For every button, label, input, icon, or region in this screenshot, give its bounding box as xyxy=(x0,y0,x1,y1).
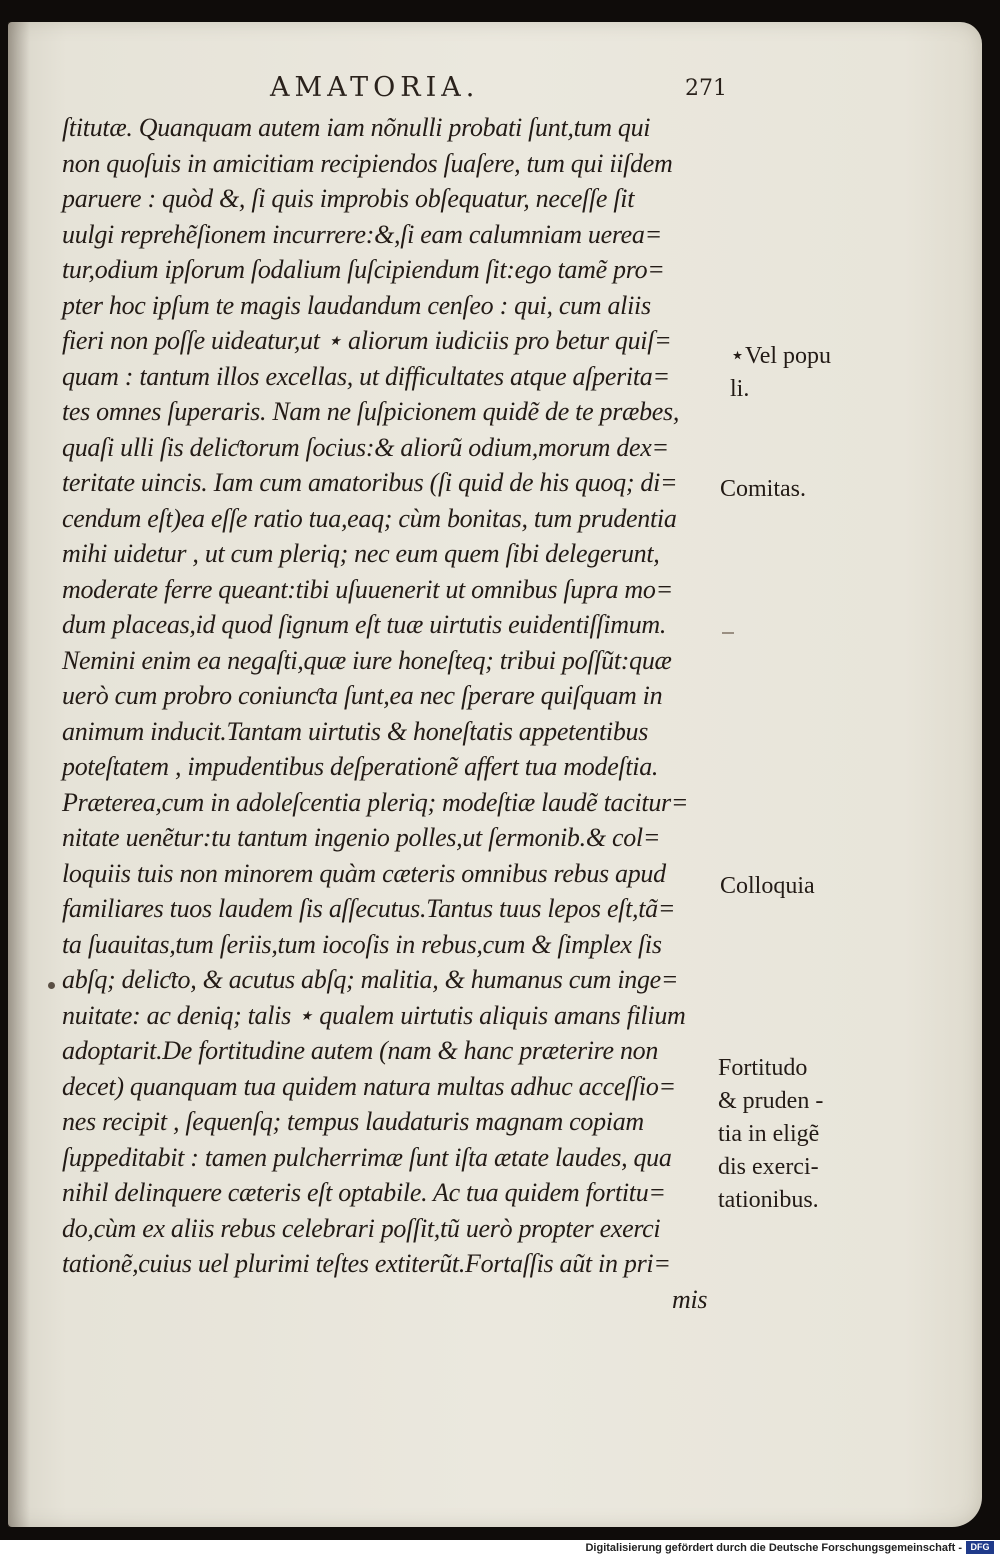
text-line: tationẽ,cuius uel plurimi teſtes extiterũt.Fortaſſis aũt in pri= xyxy=(62,1249,671,1278)
margin-note-line: tationibus. xyxy=(718,1187,819,1213)
main-text-block xyxy=(62,110,707,1317)
dfg-logo: DFG xyxy=(966,1541,994,1554)
catchword: mis xyxy=(672,1284,708,1314)
text-line: tes omnes ſuperaris. Nam ne ſuſpicionem quidẽ de te præbes, xyxy=(62,397,680,426)
text-line: nuitate: ac deniq; talis ⋆ qualem uirtutis aliquis amans filium xyxy=(62,1000,686,1030)
text-line: dum placeas,id quod ſignum eſt tuæ uirtutis euidentiſſimum. xyxy=(62,610,667,639)
page-number: 271 xyxy=(685,76,727,101)
text-line: nes recipit , ſequenſq; tempus laudaturis magnam copiam xyxy=(62,1107,644,1136)
margin-note-line: li. xyxy=(730,376,750,402)
text-line: paruere : quòd &, ſi quis improbis obſequatur, neceſſe ſit xyxy=(62,184,635,213)
text-line: quaſi ulli ſis deliƈtorum ſocius:& aliorũ odium,morum dex= xyxy=(62,432,669,462)
text-line: nitate uenẽtur:tu tantum ingenio polles,ut ſermonib.& col= xyxy=(62,823,661,852)
margin-note-line: ⋆Vel popu xyxy=(730,343,832,369)
text-line: animum inducit.Tantam uirtutis & honeſtatis appetentibus xyxy=(62,716,649,746)
margin-note-line: Comitas. xyxy=(720,476,807,502)
margin-note-line: & pruden - xyxy=(718,1088,824,1114)
ink-dot xyxy=(48,982,55,989)
margin-note-line: Colloquia xyxy=(720,873,815,899)
text-line: mihi uidetur , ut cum pleriq; nec eum quem ſibi delegerunt, xyxy=(62,539,660,568)
text-line: Præterea,cum in adoleſcentia pleriq; modeſtiæ laudẽ tacitur= xyxy=(62,787,689,817)
margin-note-colloquia xyxy=(720,870,815,903)
text-line: do,cùm ex aliis rebus celebrari poſſit,tũ uerò propter exerci xyxy=(62,1213,661,1243)
text-line: nihil delinquere cæteris eſt optabile. Ac tua quidem fortitu= xyxy=(62,1178,666,1207)
text-line: fieri non poſſe uideatur,ut ⋆ aliorum iudiciis pro betur quiſ= xyxy=(62,326,672,355)
text-line: quam : tantum illos excellas, ut difficultates atque aſperita= xyxy=(62,361,670,391)
text-line: abſq; deliƈto, & acutus abſq; malitia, & humanus cum inge= xyxy=(62,965,679,994)
text-line: cendum eſt)ea eſſe ratio tua,eaq; cùm bonitas, tum prudentia xyxy=(62,503,677,533)
text-line: uulgi reprehẽſionem incurrere:&,ſi eam calumniam uerea= xyxy=(62,219,662,249)
text-line: adoptarit.De fortitudine autem (nam & hanc præterire non xyxy=(62,1036,659,1065)
margin-note-comitas xyxy=(720,473,806,506)
text-line: poteſtatem , impudentibus deſperationẽ affert tua modeſtia. xyxy=(62,752,659,781)
text-line: moderate ferre queant:tibi uſuuenerit ut omnibus ſupra mo= xyxy=(62,574,673,604)
text-line: ſtitutæ. Quanquam autem iam nõnulli probati ſunt,tum qui xyxy=(62,113,651,142)
text-line: uerò cum probro coniunƈta ſunt,ea nec ſperare quiſquam in xyxy=(62,681,663,710)
text-line: teritate uincis. Iam cum amatoribus (ſi quid de his quoq; di= xyxy=(62,468,678,497)
text-line: tur,odium ipſorum ſodalium ſuſcipiendum ſit:ego tamẽ pro= xyxy=(62,255,665,284)
text-line: pter hoc ipſum te magis laudandum cenſeo : qui, cum aliis xyxy=(62,290,651,320)
digitization-credit: Digitalisierung gefördert durch die Deutsche Forschungsgemeinschaft - xyxy=(585,1542,962,1554)
text-line: decet) quanquam tua quidem natura multas adhuc acceſſio= xyxy=(62,1071,676,1101)
margin-note-line: dis exerci- xyxy=(718,1154,819,1180)
running-head: AMATORIA. xyxy=(270,72,480,103)
text-line: familiares tuos laudem ſis aſſecutus.Tantus tuus lepos eſt,tã= xyxy=(62,894,676,923)
text-line: non quoſuis in amicitiam recipiendos ſuaſere, tum qui iiſdem xyxy=(62,148,673,178)
margin-note-line: tia in eligẽ xyxy=(718,1121,820,1147)
spine-shadow xyxy=(8,22,30,1527)
margin-note-fortitudo xyxy=(718,1052,823,1217)
text-line: ta ſuauitas,tum ſeriis,tum iocoſis in rebus,cum & ſimplex ſis xyxy=(62,929,662,959)
margin-note-line: Fortitudo xyxy=(718,1055,808,1081)
text-line: Nemini enim ea negaſti,quæ iure honeſteq; tribui poſſũt:quæ xyxy=(62,645,672,675)
text-line: ſuppeditabit : tamen pulcherrimæ ſunt iſta ætate laudes, qua xyxy=(62,1142,672,1172)
pencil-mark xyxy=(722,632,734,634)
margin-note-vel-popu xyxy=(730,340,831,406)
text-line: loquiis tuis non minorem quàm cæteris omnibus rebus apud xyxy=(62,858,666,888)
